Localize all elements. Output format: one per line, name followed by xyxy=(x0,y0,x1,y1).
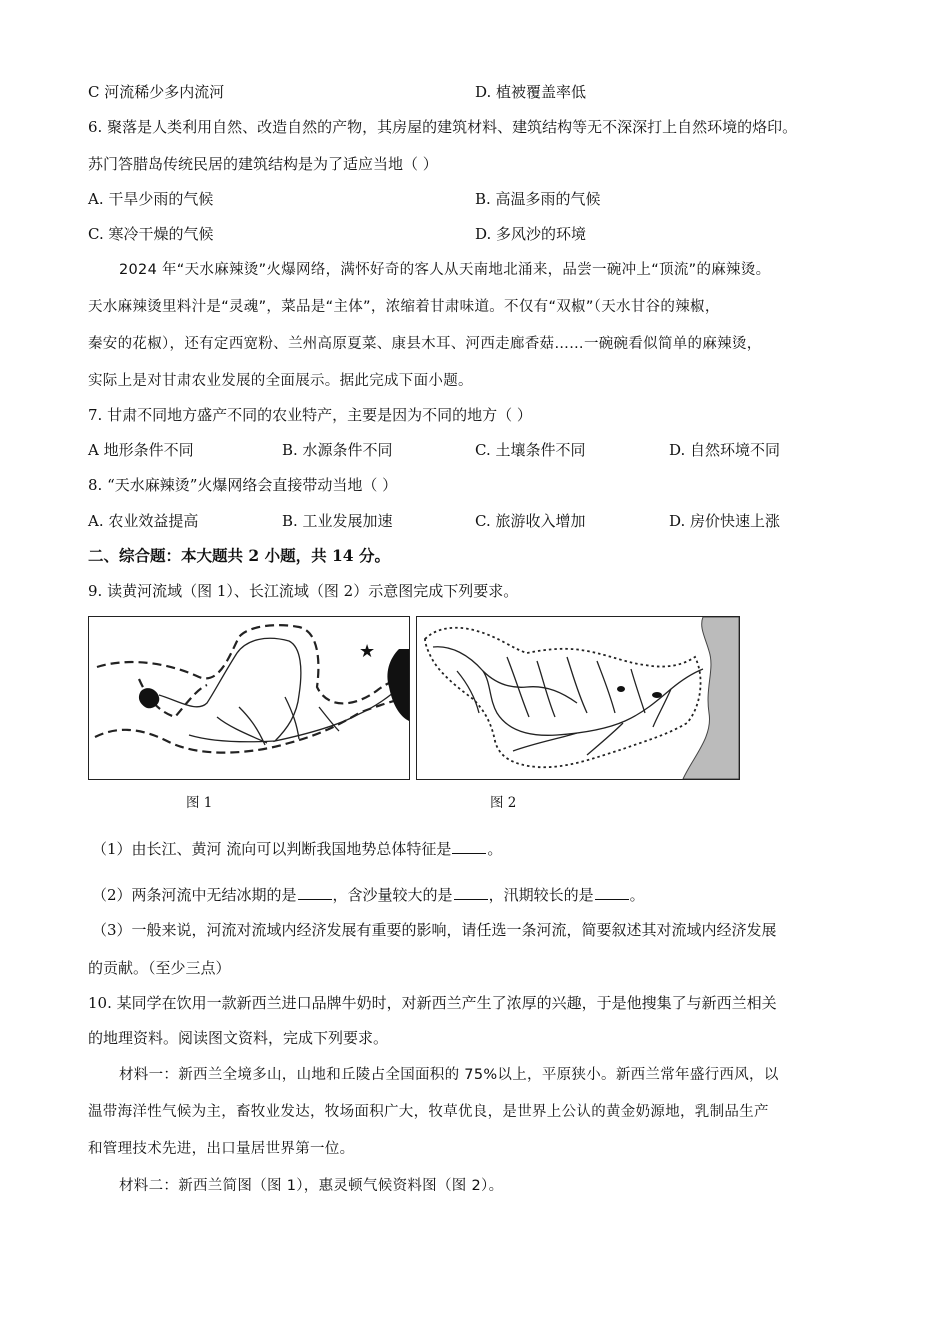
q8-option-b: B. 工业发展加速 xyxy=(282,512,393,530)
yellow-river-basin-map xyxy=(88,616,410,780)
q5-option-d: D. 植被覆盖率低 xyxy=(475,83,587,101)
q8-stem: 8. “天水麻辣烫”火爆网络会直接带动当地（ ） xyxy=(88,476,398,494)
q8-option-c: C. 旅游收入增加 xyxy=(475,512,586,530)
q9-sub2-text-a: （2）两条河流中无结冰期的是 xyxy=(92,886,297,904)
answer-blank[interactable] xyxy=(298,885,332,900)
q9-sub3-line2: 的贡献。（至少三点） xyxy=(88,959,231,977)
q6-stem-line2: 苏门答腊岛传统民居的建筑结构是为了适应当地（ ） xyxy=(88,155,438,173)
passage-line1: 2024 年“天水麻辣烫”火爆网络，满怀好奇的客人从天南地北涌来，品尝一碗冲上“顶流”的麻辣烫。 xyxy=(119,262,771,278)
q5-option-c: C 河流稀少多内流河 xyxy=(88,83,225,101)
passage-line2: 天水麻辣烫里料汁是“灵魂”，菜品是“主体”，浓缩着甘肃味道。不仅有“双椒”（天水甘谷的辣椒， xyxy=(88,299,720,315)
q10-stem-line2: 的地理资料。阅读图文资料，完成下列要求。 xyxy=(88,1029,389,1047)
q7-option-a: A 地形条件不同 xyxy=(88,441,194,459)
figure1-caption: 图 1 xyxy=(186,795,213,811)
answer-blank[interactable] xyxy=(595,885,629,900)
figure2-caption: 图 2 xyxy=(490,795,517,811)
material2: 材料二：新西兰简图（图 1），惠灵顿气候资料图（图 2）。 xyxy=(119,1178,504,1194)
q9-sub2-end: 。 xyxy=(629,886,645,904)
q9-sub1-text: （1）由长江、黄河 流向可以判断我国地势总体特征是 xyxy=(92,840,452,858)
q7-option-d: D. 自然环境不同 xyxy=(669,441,781,459)
answer-blank[interactable] xyxy=(454,885,488,900)
q9-sub2 xyxy=(92,885,645,905)
q7-option-c: C. 土壤条件不同 xyxy=(475,441,586,459)
yangtze-river-basin-map xyxy=(416,616,740,780)
q6-option-d: D. 多风沙的环境 xyxy=(475,225,587,243)
answer-blank[interactable] xyxy=(452,839,486,854)
q9-sub2-text-b: ，含沙量较大的是 xyxy=(332,886,453,904)
q10-stem-line1: 10. 某同学在饮用一款新西兰进口品牌牛奶时，对新西兰产生了浓厚的兴趣，于是他搜集了与新西兰相关 xyxy=(88,994,777,1012)
q6-option-a: A. 干旱少雨的气候 xyxy=(88,190,214,208)
section-heading: 二、综合题：本大题共 2 小题，共 14 分。 xyxy=(88,546,390,565)
material1-line2: 温带海洋性气候为主，畜牧业发达，牧场面积广大，牧草优良，是世界上公认的黄金奶源地，乳制品生产 xyxy=(88,1104,769,1120)
q9-sub2-text-c: ，汛期较长的是 xyxy=(488,886,594,904)
yellow-river-map-drawing xyxy=(89,617,409,779)
yangtze-river-map-drawing xyxy=(417,617,739,779)
q9-sub1-end: 。 xyxy=(487,840,503,858)
passage-line3: 秦安的花椒），还有定西宽粉、兰州高原夏菜、康县木耳、河西走廊香菇……一碗碗看似简单的麻辣烫， xyxy=(88,336,762,352)
q6-option-c: C. 寒冷干燥的气候 xyxy=(88,225,214,243)
q9-stem: 9. 读黄河流域（图 1）、长江流域（图 2）示意图完成下列要求。 xyxy=(88,582,519,600)
q6-stem-line1: 6. 聚落是人类利用自然、改造自然的产物，其房屋的建筑材料、建筑结构等无不深深打上自然环境的烙印。 xyxy=(88,118,798,136)
material1-line3: 和管理技术先进，出口量居世界第一位。 xyxy=(88,1141,355,1157)
q8-option-a: A. 农业效益提高 xyxy=(88,512,199,530)
star-marker-icon: ★ xyxy=(359,641,376,662)
q7-stem: 7. 甘肃不同地方盛产不同的农业特产，主要是因为不同的地方（ ） xyxy=(88,406,532,424)
passage-line4: 实际上是对甘肃农业发展的全面展示。据此完成下面小题。 xyxy=(88,373,473,389)
q9-sub3-line1: （3）一般来说，河流对流域内经济发展有重要的影响，请任选一条河流，简要叙述其对流域内经济发展 xyxy=(92,921,777,939)
q7-option-b: B. 水源条件不同 xyxy=(282,441,393,459)
q8-option-d: D. 房价快速上涨 xyxy=(669,512,781,530)
q9-sub1 xyxy=(92,839,502,859)
q6-option-b: B. 高温多雨的气候 xyxy=(475,190,601,208)
material1-line1: 材料一：新西兰全境多山，山地和丘陵占全国面积的 75%以上，平原狭小。新西兰常年盛行西风，以 xyxy=(119,1067,779,1083)
